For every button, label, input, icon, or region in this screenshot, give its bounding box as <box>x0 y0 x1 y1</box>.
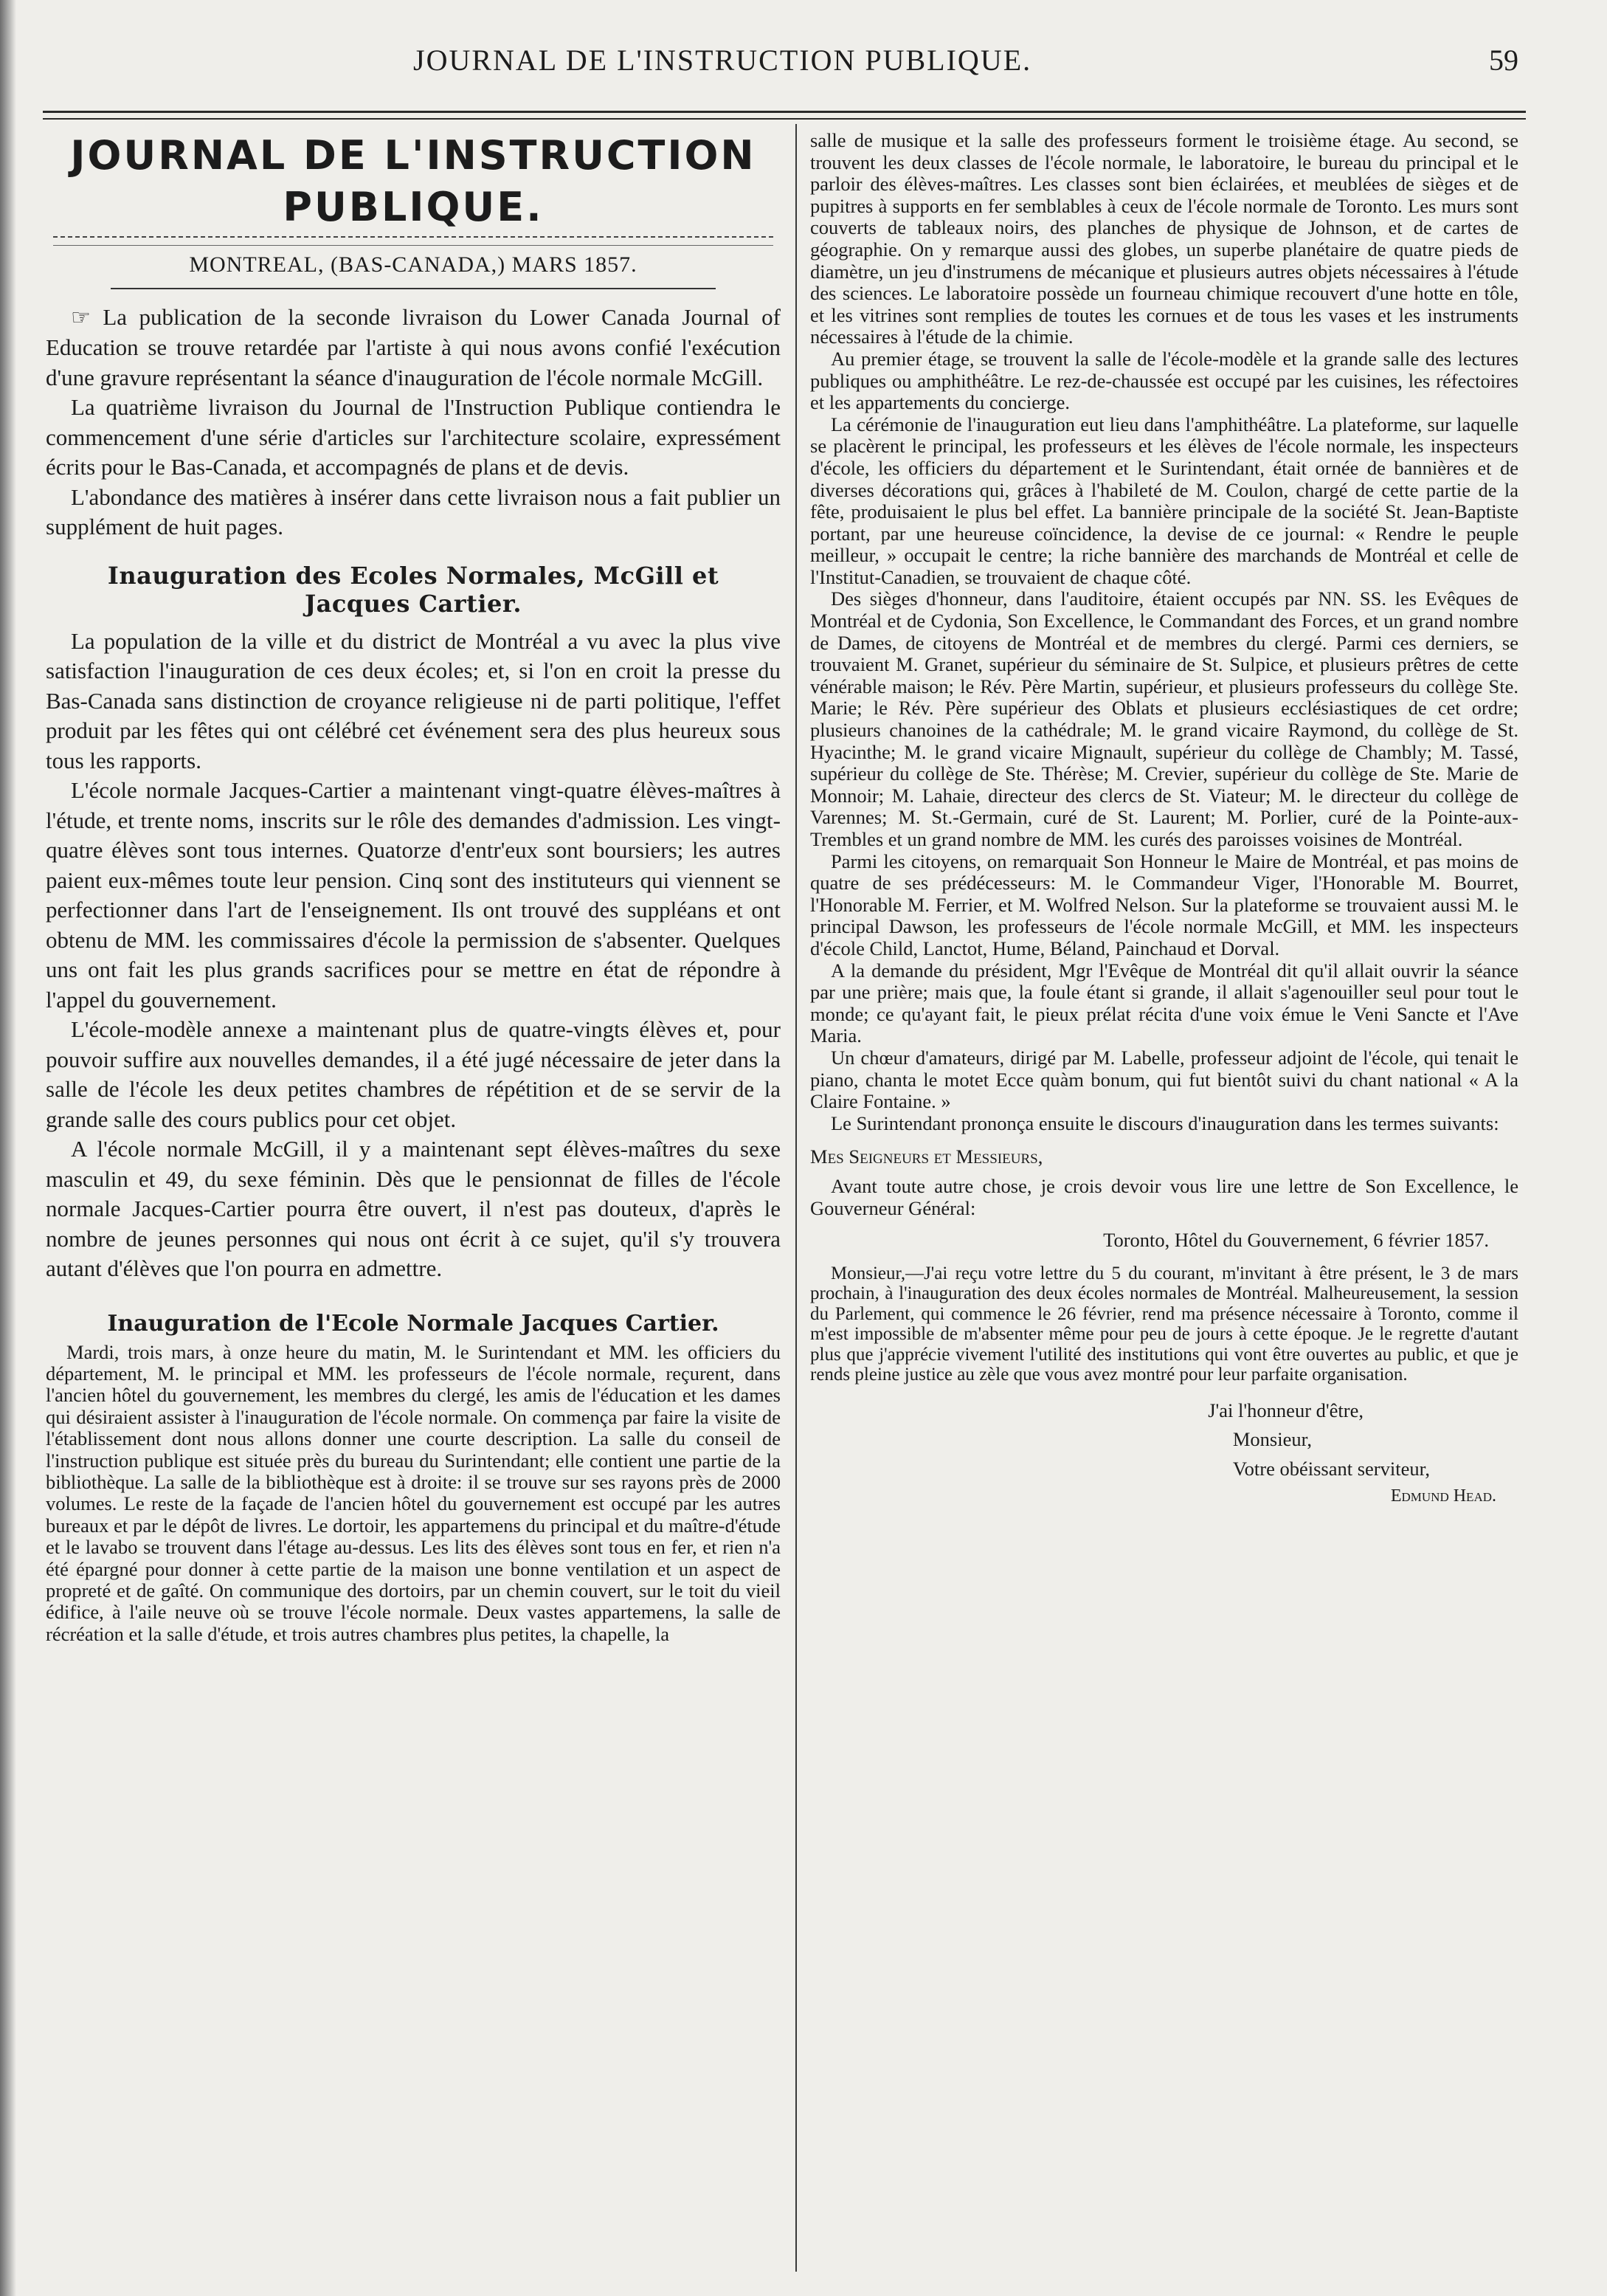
letter-place-date: Toronto, Hôtel du Gouvernement, 6 février 1857. <box>1103 1229 1489 1252</box>
right-paragraph-1: salle de musique et la salle des professeurs forment le troisième étage. Au second, se trouvent les deux classes de l'école normale, le laboratoire, le bureau du principal et le parloir des élèves-maîtres. Les classes sont bien éclairées, et meublées de sièges et de pupitres à supports en fer semblables à ceux de l'école normale de Toronto. Les murs sont couverts de tableaux noirs, des planches de physique de Johnson, et de cartes de géographie. On y remarque aussi des globes, un superbe planétaire de quatre pieds de diamètre, un jeu d'instrumens de mécanique et plusieurs autres objets nécessaires à l'étude des sciences. Le laboratoire possède un fourneau chimique recouvert d'une hotte en tôle, et les vitrines sont remplies de toutes les cornues et de tous les vases et les instruments nécessaires à l'étude de la chimie. <box>810 129 1518 348</box>
letter-closing-1: J'ai l'honneur d'être, <box>1208 1399 1364 1421</box>
letter-closing-3: Votre obéissant serviteur, <box>1232 1457 1430 1480</box>
right-paragraph-2: Au premier étage, se trouvent la salle de l'école-modèle et la grande salle des lectures publiques ou amphithéâtre. Le rez-de-chaussée est occupé par les cuisines, les réfectoires et les appartements du concierge. <box>810 347 1518 414</box>
right-paragraph-7: Un chœur d'amateurs, dirigé par M. Labelle, professeur adjoint de l'école, qui tenait le piano, chanta le motet Ecce quàm bonum, qui fut bientôt suivi du chant national « A la Claire Fontaine. » <box>810 1046 1518 1113</box>
right-paragraph-6: A la demande du président, Mgr l'Evêque de Montréal dit qu'il allait ouvrir la séance par une prière; mais que, la foule étant si grande, il allait s'agenouiller seul pour tout le monde; ce qu'ayant fait, le pieux prélat récita d'une voix émue le Veni Sancte et l'Ave Maria. <box>810 959 1518 1047</box>
letter-signature: Edmund Head. <box>1390 1486 1496 1506</box>
notice-paragraph-3: L'abondance des matières à insérer dans cette livraison nous a fait publier un supplément de huit pages. <box>46 483 781 539</box>
notice-paragraph-2: La quatrième livraison du Journal de l'Instruction Publique contiendra le commencement d'une série d'articles sur l'architecture scolaire, expressément écrits pour le Bas-Canada, et accompagnés de plans et de devis. <box>46 394 781 480</box>
right-paragraph-3: La cérémonie de l'inauguration eut lieu dans l'amphithéâtre. La plateforme, sur laquelle se placèrent le principal, les professeurs et les élèves de l'école normale, les inspecteurs d'école, les officiers du département et le Surintendant, était ornée de bannières et de diverses décorations qui, grâces à l'habileté de M. Coulon, chargé de cette partie de la fête, produisaient le plus bel effet. La bannière principale de la société St. Jean-Baptiste portant, par une heureuse coïncidence, la devise de ce journal: « Rendre le peuple meilleur, » occupait le centre; la riche bannière des marchands de Montréal et celle de l'Institut-Canadien, se trouvaient de chaque côté. <box>810 413 1518 588</box>
section1-paragraph-1: La population de la ville et du district de Montréal a vu avec la plus vive satisfaction l'inauguration de ces deux écoles; et, si l'on en croit la presse du Bas-Canada sans distinction de croyance religieuse ni de parti politique, l'effet produit par les fêtes qui ont célébré cet événement sera des plus heureux sous tous les rapports. <box>46 627 781 773</box>
section-heading-inauguration-ecoles: Inauguration des Ecoles Normales, McGill et Jacques Cartier. <box>107 561 719 618</box>
right-column <box>810 130 1518 1508</box>
section1-paragraph-3: L'école-modèle annexe a maintenant plus de quatre-vingts élèves et, pour pouvoir suffire aux nouvelles demandes, il a été jugé nécessaire de jeter dans la salle de l'école les deux petites chambres de répétition et de se servir de la grande salle des cours publics pour cet objet. <box>46 1016 781 1132</box>
running-header <box>0 43 1607 87</box>
right-paragraph-5: Parmi les citoyens, on remarquait Son Honneur le Maire de Montréal, et pas moins de quatre de ses prédécesseurs: M. le Commandeur Viger, l'Honorable M. Bourret, l'Honorable M. Ferrier, et M. Wolfred Nelson. Sur la plateforme se trouvaient aussi M. le principal Dawson, les professeurs de l'école normale McGill, et MM. les inspecteurs d'école Child, Lanctot, Hume, Béland, Painchaud et Dorval. <box>810 849 1518 959</box>
masthead-ornament-rule <box>53 236 773 246</box>
section2-body <box>46 1342 781 1646</box>
page-number: 59 <box>1489 44 1518 77</box>
right-paragraph-8: Le Surintendant prononça ensuite le discours d'inauguration dans les termes suivants: <box>831 1111 1499 1134</box>
pointing-hand-icon: ☞ <box>71 304 91 331</box>
header-rule <box>43 111 1526 113</box>
column-divider <box>795 124 797 2272</box>
left-column <box>46 130 781 1645</box>
notice-paragraph-1: ☞ La publication de la seconde livraison du Lower Canada Journal of Education se trouve retardée par l'artiste à qui nous avons confié l'exécution d'une gravure représentant la séance d'inauguration de l'école normale McGill. <box>46 303 781 390</box>
header-rule-secondary <box>43 118 1526 120</box>
dateline-rule <box>111 288 716 289</box>
letter-body: Monsieur,—J'ai reçu votre lettre du 5 du courant, m'invitant à être présent, le 3 de mars prochain, à l'inauguration des deux écoles normales de Montréal. Malheureusement, la session du Parlement, qui commence le 26 février, rend ma présence nécessaire à Toronto, comme il m'est impossible de m'absenter même pour peu de jours à cette époque. Je le regrette d'autant plus que j'apprécie vivement l'utilité des institutions qui vont être ouvertes au public, et que je rends pleine justice au zèle que vous avez montré pour leur parfaite organisation. <box>810 1263 1518 1385</box>
masthead-title: JOURNAL DE L'INSTRUCTION PUBLIQUE. <box>70 132 756 230</box>
running-title: JOURNAL DE L'INSTRUCTION PUBLIQUE. <box>413 44 1032 77</box>
dateline: MONTREAL, (BAS-CANADA,) MARS 1857. <box>189 252 637 277</box>
letter-closing-2: Monsieur, <box>1232 1428 1312 1451</box>
page-edge-shadow <box>0 0 16 2296</box>
speech-salutation: Mes Seigneurs et Messieurs, <box>810 1145 1043 1168</box>
right-paragraph-4: Des sièges d'honneur, dans l'auditoire, étaient occupés par NN. SS. les Evêques de Montréal et de Cydonia, Son Excellence, le Commandant des Forces, et un grand nombre de Dames, de citoyens de Montréal et de membres du clergé. Parmi ces derniers, se trouvaient M. Granet, supérieur du séminaire de St. Sulpice, et plusieurs prêtres de cette vénérable maison; le Rév. Père Martin, supérieur, et plusieurs professeurs du collège Ste. Marie; le Rév. Père supérieur des Oblats et plusieurs ecclésiastiques de cet ordre; plusieurs chanoines de la cathédrale; M. le grand vicaire Raymond, du collège de St. Hyacinthe; M. le grand vicaire Mignault, supérieur du collège de Chambly; M. Tassé, supérieur du collège de Ste. Thérèse; M. Crevier, supérieur du collège de Ste. Marie de Monnoir; M. Lahaie, directeur des clercs de St. Viateur; M. le directeur du collège de Varennes; M. St.-Germain, curé de St. Laurent; M. Porlier, curé de la Pointe-aux-Trembles et un grand nombre de MM. les curés des paroisses voisines de Montréal. <box>810 587 1518 850</box>
section1-paragraph-4: A l'école normale McGill, il y a maintenant sept élèves-maîtres du sexe masculin et 49, du sexe féminin. Dès que le pensionnat de filles de l'école normale Jacques-Cartier pourra être ouvert, il n'est pas douteux, d'après le nombre de jeunes personnes qui nous ont écrit à ce sujet, qu'il s'y trouvera autant d'élèves que l'on pourra en admettre. <box>46 1136 781 1281</box>
section2-paragraph-1: Mardi, trois mars, à onze heure du matin, M. le Surintendant et MM. les officiers du département, M. le principal et MM. les professeurs de l'école normale, reçurent, dans l'ancien hôtel du gouvernement, les membres du clergé, les amis de l'éducation et les dames qui désiraient assister à l'inauguration de l'école normale. On commença par faire la visite de l'établissement dont nous allons donner une courte description. La salle du conseil de l'instruction publique est située près du bureau du Surintendant; elle contient une partie de la bibliothèque. La salle de la bibliothèque est à droite: il se trouve sur ses rayons près de 2000 volumes. Le reste de la façade de l'ancien hôtel du gouvernement est occupé par les autres bureaux et par le dépôt de livres. Le dortoir, les appartemens du principal et du maître-d'étude et le lavabo se trouvent dans l'étage au-dessus. Les lits des élèves sont tous en fer, et rien n'a été épargné pour donner à cette partie de la maison une bonne ventilation et un aspect de propreté et de gaîté. On communique des dortoirs, par un chemin couvert, sur le toit du vieil édifice, à l'aile neuve où se trouve l'école normale. Deux vastes appartemens, la salle de récréation et la salle d'étude, et trois autres chambres plus petites, la chapelle, la <box>46 1340 781 1645</box>
section-heading-jacques-cartier: Inauguration de l'Ecole Normale Jacques Cartier. <box>107 1310 719 1337</box>
right-paragraph-9: Avant toute autre chose, je crois devoir vous lire une lettre de Son Excellence, le Gouverneur Général: <box>810 1174 1518 1219</box>
section1-paragraph-2: L'école normale Jacques-Cartier a maintenant vingt-quatre élèves-maîtres à l'étude, et trente noms, inscrits sur le rôle des demandes d'admission. Les vingt-quatre élèves sont tous internes. Quatorze d'entr'eux sont boursiers; les autres paient eux-mêmes toute leur pension. Cinq sont des instituteurs qui viennent se perfectionner dans l'art de l'enseignement. Ils ont trouvé des suppléans et ont obtenu de MM. les commissaires d'école la permission de s'absenter. Quelques uns ont fait les plus grands sacrifices pour se mettre en état de répondre à l'appel du gouvernement. <box>46 777 781 1013</box>
